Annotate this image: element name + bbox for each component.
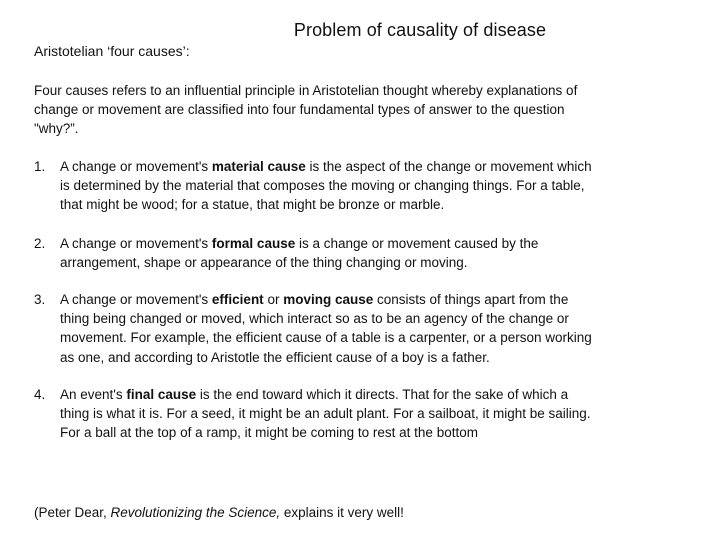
page-title-text: Problem of causality of disease xyxy=(293,20,547,40)
reference-book-title: Revolutionizing the Science, xyxy=(110,505,281,520)
intro-paragraph: Four causes refers to an influential principle in Aristotelian thought whereby explanations of change or movement are classified into four fundamental types of answer to the question "why?”. xyxy=(34,83,578,137)
reference-text: (Peter Dear, xyxy=(34,505,111,520)
list-item-formal-cause xyxy=(34,234,594,272)
list-number: 4. xyxy=(34,386,46,402)
item-text: is the aspect of the change or movement which is determined by the material that composes the moving or changing things. For a table, that might be wood; for a statue, that might be bronze or marble. xyxy=(60,159,592,213)
term-formal-cause: formal cause xyxy=(211,235,296,251)
item-text: or xyxy=(263,292,284,308)
term-final-cause: final cause xyxy=(126,386,197,402)
list-number: 3. xyxy=(34,292,46,308)
causes-list xyxy=(34,157,594,442)
item-text: is the end toward which it directs. That for the sake of which a thing is what it is. For a seed, it might be an adult plant. For a sailboat, it might be sailing. For a ball at the top of a ramp, it might be coming to rest at the bottom xyxy=(60,386,591,441)
list-number: 1. xyxy=(34,159,46,174)
term-material-cause: material cause xyxy=(211,159,306,174)
term-efficient: efficient xyxy=(211,292,264,308)
item-text: is a change or movement caused by the arrangement, shape or appearance of the thing changing or moving. xyxy=(60,235,539,270)
subtitle: Aristotelian ‘four causes’: xyxy=(34,43,190,59)
item-text: A change or movement's xyxy=(60,292,212,308)
page-title xyxy=(0,20,720,41)
list-item-final-cause xyxy=(34,385,594,443)
list-number: 2. xyxy=(34,235,46,251)
reference-line xyxy=(34,505,404,520)
item-text: An event's xyxy=(60,386,127,402)
item-text: consists of things apart from the thing being changed or moved, which interact so as to be an agency of the change or movement. For example, the efficient cause of a table is a carpenter, or a person working as one, and according to Aristotle the efficient cause of a boy is a father. xyxy=(60,292,592,365)
list-item-material-cause xyxy=(34,157,594,215)
list-item-efficient-cause xyxy=(34,290,594,367)
reference-text: explains it very well! xyxy=(280,505,404,520)
term-moving-cause: moving cause xyxy=(283,292,374,308)
item-text: A change or movement's xyxy=(60,159,212,174)
item-text: A change or movement's xyxy=(60,235,212,251)
